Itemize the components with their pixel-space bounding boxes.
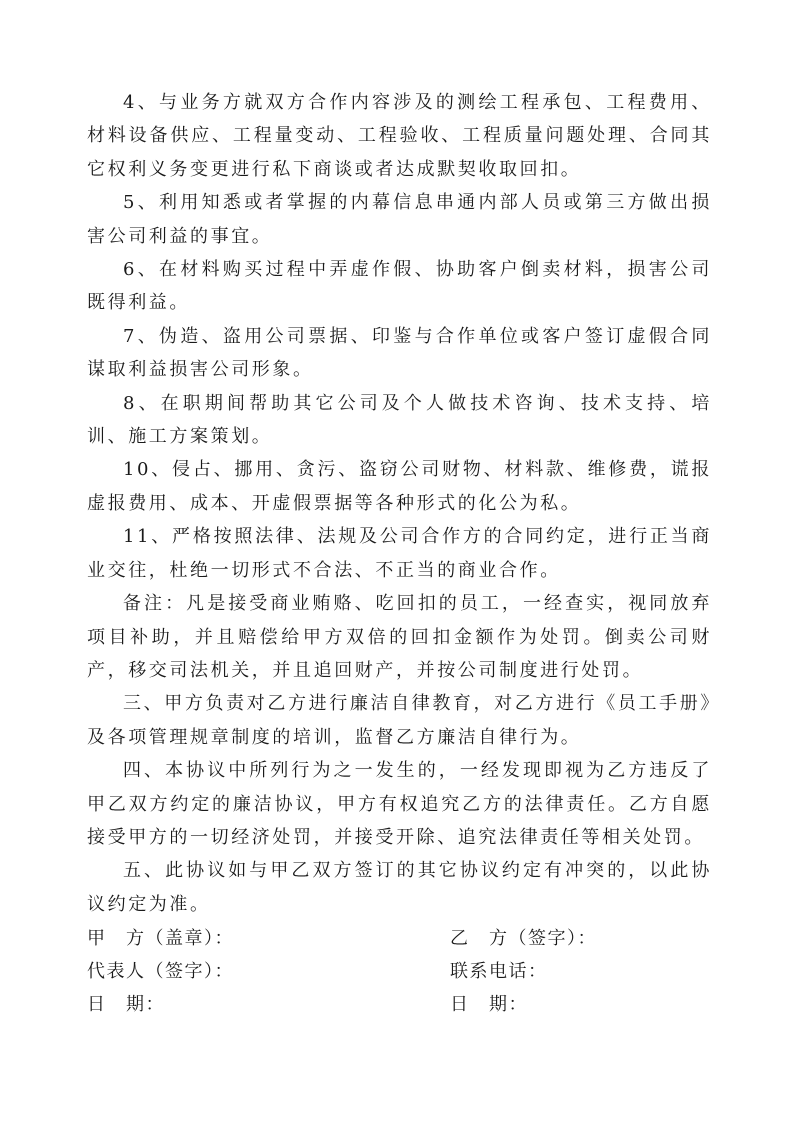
clause-10: 10、侵占、挪用、贪污、盗窃公司财物、材料款、维修费，谎报虚报费用、成本、开虚假票据等各种形式的化公为私。	[87, 459, 712, 514]
clause-6: 6、在材料购买过程中弄虚作假、协助客户倒卖材料，损害公司既得利益。	[87, 259, 712, 314]
section-four: 四、本协议中所列行为之一发生的，一经发现即视为乙方违反了甲乙双方约定的廉洁协议，甲方有权追究乙方的法律责任。乙方自愿接受甲方的一切经济处罚，并接受开除、追究法律责任等相关处罚。	[87, 760, 712, 848]
remark-paragraph: 备注：凡是接受商业贿赂、吃回扣的员工，一经查实，视同放弃项目补助，并且赔偿给甲方双倍的回扣金额作为处罚。倒卖公司财产，移交司法机关，并且追回财产，并按公司制度进行处罚。	[87, 593, 712, 681]
clause-5: 5、利用知悉或者掌握的内幕信息串通内部人员或第三方做出损害公司利益的事宜。	[87, 192, 712, 247]
party-a-date-label: 日 期：	[87, 994, 165, 1015]
clause-7: 7、伪造、盗用公司票据、印鉴与合作单位或客户签订虚假合同谋取利益损害公司形象。	[87, 325, 712, 381]
representative-sign-label: 代表人（签字）：	[87, 961, 234, 982]
section-three: 三、甲方负责对乙方进行廉洁自律教育，对乙方进行《员工手册》及各项管理规章制度的培训，监督乙方廉洁自律行为。	[87, 693, 712, 748]
signature-row-contacts	[87, 955, 712, 988]
clause-4: 4、与业务方就双方合作内容涉及的测绘工程承包、工程费用、材料设备供应、工程量变动、工程验收、工程质量问题处理、合同其它权利义务变更进行私下商谈或者达成默契收取回扣。	[87, 92, 712, 180]
contact-phone-label: 联系电话：	[450, 961, 548, 982]
party-b-date-label: 日 期：	[450, 994, 528, 1015]
signature-row-parties	[87, 922, 712, 955]
signature-block	[87, 922, 712, 1021]
party-a-seal-label: 甲 方（盖章）：	[87, 928, 234, 949]
signature-row-dates	[87, 988, 712, 1021]
party-b-sign-label: 乙 方（签字）：	[450, 928, 597, 949]
clause-11: 11、严格按照法律、法规及公司合作方的合同约定，进行正当商业交往，杜绝一切形式不合法、不正当的商业合作。	[87, 526, 712, 581]
section-five: 五、此协议如与甲乙双方签订的其它协议约定有冲突的，以此协议约定为准。	[87, 860, 712, 915]
clause-8: 8、在职期间帮助其它公司及个人做技术咨询、技术支持、培训、施工方案策划。	[87, 392, 712, 448]
agreement-body	[87, 86, 712, 921]
